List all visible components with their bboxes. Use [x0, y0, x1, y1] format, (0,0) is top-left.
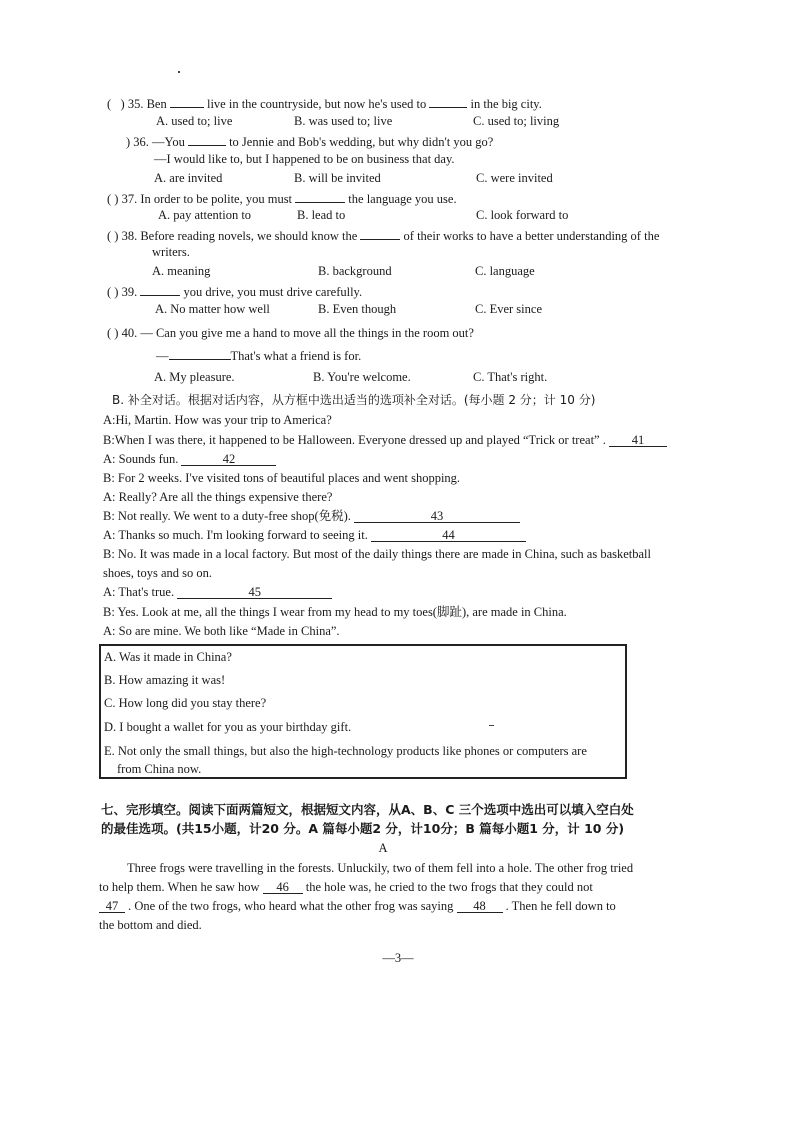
dialogue-line-2	[103, 432, 667, 448]
q36-post: to Jennie and Bob's wedding, but why didn't you go?	[229, 135, 494, 149]
dialogue-line-9: shoes, toys and so on.	[103, 566, 213, 580]
q40-reply	[156, 346, 361, 364]
blank-41[interactable]: 41	[609, 433, 667, 447]
dialogue-line-6	[103, 508, 520, 524]
box-option-d[interactable]: D. I bought a wallet for you as your birthday gift.	[104, 720, 352, 734]
page-number: —3—	[382, 951, 414, 965]
q39-option-b[interactable]: B. Even though	[318, 302, 397, 316]
question-39	[107, 282, 362, 300]
q37-blank[interactable]	[295, 189, 345, 203]
section-7-heading-line-1: 七、完形填空。阅读下面两篇短文，根据短文内容，从A、B、C 三个选项中选出可以填入空白处	[101, 802, 634, 817]
box-option-c[interactable]: C. How long did you stay there?	[104, 696, 267, 710]
dialogue-line-1: A:Hi, Martin. How was your trip to America?	[103, 413, 332, 427]
q40-reply-dash: —	[156, 349, 169, 363]
passage-line-2-pre: to help them. When he saw how	[99, 880, 260, 894]
q36-option-c[interactable]: C. were invited	[476, 171, 553, 185]
q36-blank[interactable]	[188, 132, 226, 146]
q38-post: of their works to have a better understanding of the	[403, 229, 660, 243]
q35-blank-1[interactable]	[170, 94, 204, 108]
q38-option-a[interactable]: A. meaning	[152, 264, 211, 278]
passage-line-4: the bottom and died.	[99, 918, 202, 932]
passage-line-2-post: the hole was, he cried to the two frogs that they could not	[305, 880, 593, 894]
q35-blank-2[interactable]	[429, 94, 467, 108]
dialogue-line-7-text: A: Thanks so much. I'm looking forward to seeing it.	[103, 528, 368, 542]
q40-option-b[interactable]: B. You're welcome.	[313, 370, 411, 384]
q36-num: ) 36. —You	[126, 135, 185, 149]
dialogue-line-10	[103, 584, 332, 600]
q39-post: you drive, you must drive carefully.	[183, 285, 363, 299]
q35-close: )	[120, 97, 125, 111]
q38-blank[interactable]	[360, 226, 400, 240]
q35-option-b[interactable]: B. was used to; live	[294, 114, 393, 128]
q36-reply: —I would like to, but I happened to be on business that day.	[154, 152, 455, 166]
section-7-heading-line-2: 的最佳选项。(共15小题，计20 分。A 篇每小题2 分，计10分；B 篇每小题1 分，计 10 分)	[101, 821, 625, 836]
q40-option-a[interactable]: A. My pleasure.	[154, 370, 235, 384]
q37-option-b[interactable]: B. lead to	[297, 208, 346, 222]
question-40: ( ) 40. — Can you give me a hand to move all the things in the room out?	[107, 326, 474, 340]
dialogue-line-2-text: B:When I was there, it happened to be Halloween. Everyone dressed up and played “Trick or treat” .	[103, 433, 606, 447]
box-option-a[interactable]: A. Was it made in China?	[104, 650, 232, 664]
question-35	[107, 94, 542, 112]
box-option-e-cont: from China now.	[117, 762, 202, 776]
q38-option-c[interactable]: C. language	[475, 264, 535, 278]
q39-num: ( ) 39.	[107, 285, 138, 299]
q35-option-c[interactable]: C. used to; living	[473, 114, 560, 128]
q36-option-b[interactable]: B. will be invited	[294, 171, 381, 185]
q38-continuation: writers.	[152, 245, 190, 259]
q40-reply-text: That's what a friend is for.	[230, 349, 362, 363]
q40-blank[interactable]	[169, 346, 231, 360]
passage-line-1: Three frogs were travelling in the forests. Unluckily, two of them fell into a hole. The other frog tried	[127, 861, 634, 875]
dialogue-line-8: B: No. It was made in a local factory. But most of the daily things there are made in China, such as basketball	[103, 547, 652, 561]
options-box	[99, 644, 627, 779]
passage-label: A	[378, 841, 388, 855]
q35-num: 35.	[127, 97, 144, 111]
passage-line-2	[99, 879, 593, 895]
scan-speck	[178, 71, 180, 73]
q38-num: ( ) 38. Before reading novels, we should know the	[107, 229, 358, 243]
q37-option-c[interactable]: C. look forward to	[476, 208, 569, 222]
q39-option-c[interactable]: C. Ever since	[475, 302, 542, 316]
q36-option-a[interactable]: A. are invited	[154, 171, 223, 185]
blank-46[interactable]: 46	[263, 880, 303, 894]
q37-num: ( ) 37. In order to be polite, you must	[107, 192, 293, 206]
q35-post: in the big city.	[470, 97, 542, 111]
q35-pre: Ben	[146, 97, 167, 111]
box-option-b[interactable]: B. How amazing it was!	[104, 673, 226, 687]
dialogue-line-4: B: For 2 weeks. I've visited tons of beautiful places and went shopping.	[103, 471, 461, 485]
dialogue-line-12: A: So are mine. We both like “Made in China”.	[103, 624, 340, 638]
blank-47[interactable]: 47	[99, 899, 125, 913]
dialogue-line-3	[103, 451, 276, 467]
q35-mid: live in the countryside, but now he's used to	[206, 97, 427, 111]
passage-line-3-mid: . One of the two frogs, who heard what the other frog was saying	[128, 899, 454, 913]
q37-post: the language you use.	[348, 192, 457, 206]
q37-option-a[interactable]: A. pay attention to	[158, 208, 252, 222]
q39-blank[interactable]	[140, 282, 180, 296]
q35-paren: (	[107, 97, 112, 111]
blank-44[interactable]: 44	[371, 528, 526, 542]
blank-48[interactable]: 48	[457, 899, 503, 913]
passage-line-3-post: . Then he fell down to	[505, 899, 616, 913]
dialogue-line-7	[103, 527, 526, 543]
section-b-heading: B. 补全对话。根据对话内容，从方框中选出适当的选项补全对话。(每小题 2 分；计 10 分)	[112, 393, 596, 407]
dialogue-line-6-text: B: Not really. We went to a duty-free shop(免税).	[103, 509, 351, 523]
q40-option-c[interactable]: C. That's right.	[473, 370, 548, 384]
box-option-e[interactable]: E. Not only the small things, but also the high-technology products like phones or computers are	[104, 744, 587, 758]
blank-45[interactable]: 45	[177, 585, 332, 599]
scan-speck	[489, 725, 494, 726]
question-37	[107, 189, 457, 207]
question-38	[107, 226, 659, 244]
dialogue-line-11: B: Yes. Look at me, all the things I wear from my head to my toes(脚趾), are made in China.	[103, 605, 567, 619]
blank-43[interactable]: 43	[354, 509, 520, 523]
passage-line-3	[99, 898, 616, 914]
dialogue-line-5: A: Really? Are all the things expensive there?	[103, 490, 333, 504]
question-36	[126, 132, 493, 150]
q35-option-a[interactable]: A. used to; live	[156, 114, 233, 128]
dialogue-line-3-text: A: Sounds fun.	[103, 452, 179, 466]
q39-option-a[interactable]: A. No matter how well	[155, 302, 270, 316]
dialogue-line-10-text: A: That's true.	[103, 585, 175, 599]
q38-option-b[interactable]: B. background	[318, 264, 392, 278]
blank-42[interactable]: 42	[181, 452, 276, 466]
